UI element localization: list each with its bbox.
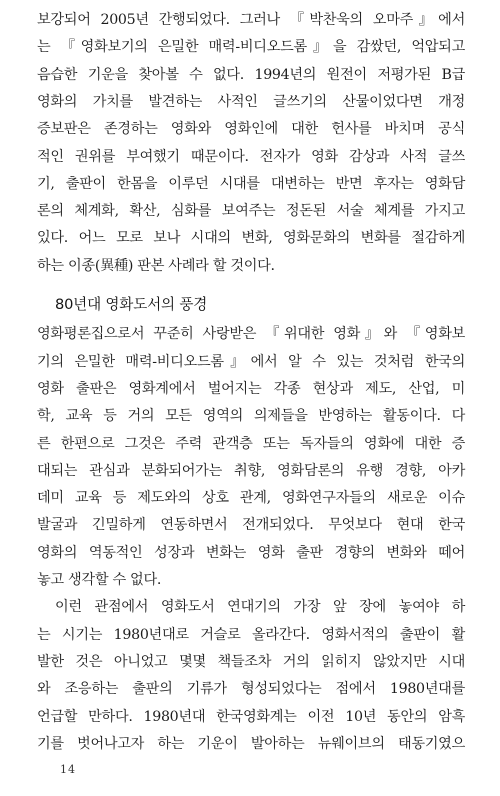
body-text-line: 론의 체계화, 확산, 심화를 보여주는 정돈된 서술 체계를 가지고: [37, 203, 465, 220]
body-text-line: 기의 은밀한 매력-비디오드롬』에서 알 수 있는 것처럼 한국의: [37, 353, 465, 370]
page-number: 14: [60, 763, 76, 777]
body-text-line: 이런 관점에서 영화도서 연대기의 가장 앞 장에 놓여야 하: [55, 599, 465, 616]
body-text-line: 영화의 가치를 발견하는 사적인 글쓰기의 산물이었다면 개정: [37, 93, 465, 110]
body-text-line: 는 『영화보기의 은밀한 매력-비디오드롬』을 감쌌던, 억압되고: [37, 39, 465, 56]
body-text-line: 기, 출판이 한몸을 이루던 시대를 대변하는 반면 후자는 영화담: [37, 175, 465, 192]
body-text-line: 음습한 기운을 찾아볼 수 없다. 1994년의 원전이 저평가된 B급: [37, 66, 465, 83]
body-text-line: 영화 출판은 영화계에서 벌어지는 각종 현상과 제도, 산업, 미: [37, 380, 465, 397]
body-text-line: 른 한편으로 그것은 주력 관객층 또는 독자들의 영화에 대한 증: [37, 435, 465, 452]
body-text-line: 놓고 생각할 수 없다.: [37, 572, 162, 588]
body-text-line: 데미 교육 등 제도와의 상호 관계, 영화연구자들의 새로운 이슈: [37, 490, 465, 507]
body-text-line: 보강되어 2005년 간행되었다. 그러나 『박찬욱의 오마주』에서: [37, 12, 465, 28]
body-text-line: 하는 이종(異種) 판본 사례라 할 것이다.: [37, 257, 275, 274]
body-text-line: 는 시기는 1980년대로 거슬로 올라간다. 영화서적의 출판이 활: [37, 626, 465, 643]
body-text-line: 증보판은 존경하는 영화와 영화인에 대한 헌사를 바치며 공식: [37, 121, 465, 138]
body-text-line: 언급할 만하다. 1980년대 한국영화계는 이전 10년 동안의 암흑: [37, 708, 465, 725]
body-text-line: 학, 교육 등 거의 모든 영역의 의제들을 반영하는 활동이다. 다: [37, 408, 465, 425]
body-text-line: 영화평론집으로서 꾸준히 사랑받은 『위대한 영화』와 『영화보: [37, 326, 465, 343]
body-text-line: 대되는 관심과 분화되어가는 취향, 영화담론의 유행 경향, 아카: [37, 462, 465, 479]
body-text-line: 영화의 역동적인 성장과 변화는 영화 출판 경향의 변화와 떼어: [37, 544, 465, 561]
body-text-line: 와 조응하는 출판의 기류가 형성되었다는 점에서 1980년대를: [37, 681, 465, 698]
body-text-line: 발굴과 긴밀하게 연동하면서 전개되었다. 무엇보다 현대 한국: [37, 517, 465, 534]
body-text-line: 적인 권위를 부여했기 때문이다. 전자가 영화 감상과 사적 글쓰: [37, 148, 465, 165]
body-text-line: 있다. 어느 모로 보나 시대의 변화, 영화문화의 변화를 절감하게: [37, 230, 465, 247]
body-text-line: 기를 벗어나고자 하는 기운이 발아하는 뉴웨이브의 태동기였으: [37, 735, 465, 752]
section-heading: 80년대 영화도서의 풍경: [55, 296, 208, 313]
body-text-line: 발한 것은 아니었고 몇몇 책들조차 거의 읽히지 않았지만 시대: [37, 653, 465, 670]
